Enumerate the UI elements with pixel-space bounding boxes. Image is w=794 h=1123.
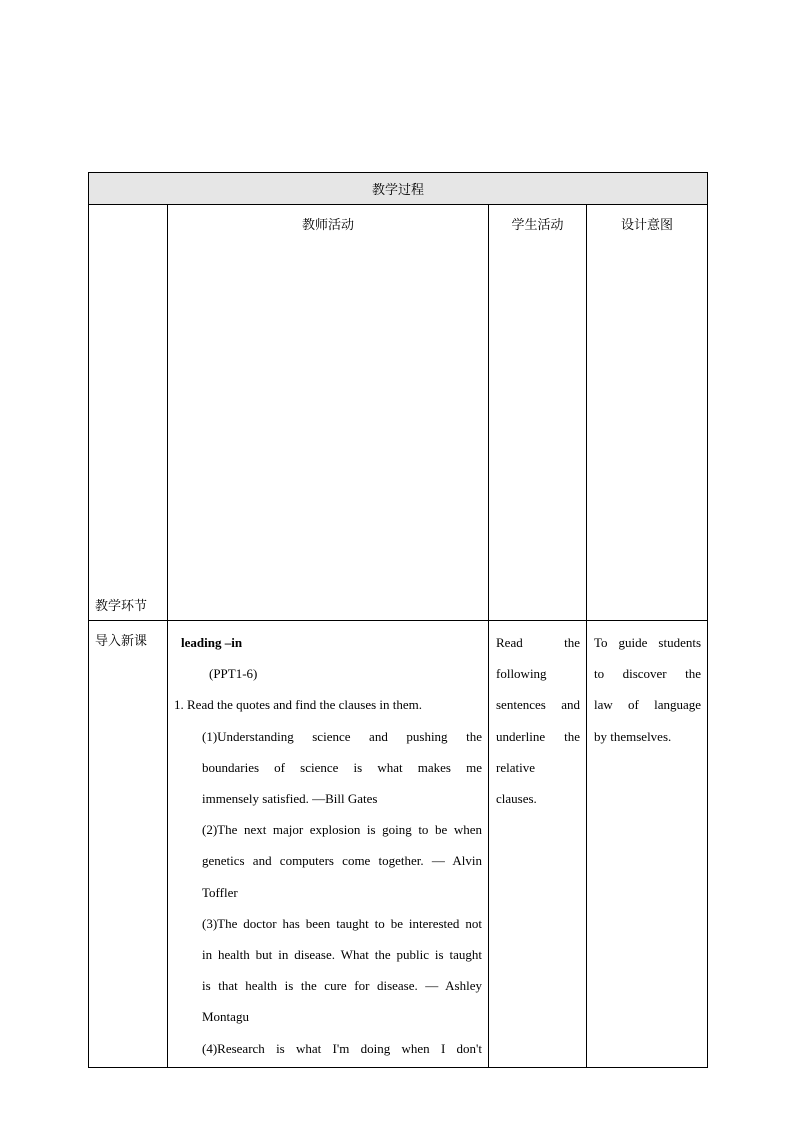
- quote-line: (1)Understanding science and pushing the: [202, 728, 482, 744]
- stage-column-header: [89, 205, 168, 621]
- student-column-header: 学生活动: [489, 205, 587, 621]
- student-line: relative: [496, 759, 535, 775]
- table-title: 教学过程: [89, 173, 708, 205]
- section-heading: leading –in: [181, 635, 243, 650]
- quote-line: (2)The next major explosion is going to be when: [202, 822, 482, 838]
- design-intent-cell: [587, 621, 708, 1068]
- design-line: law of language: [594, 697, 702, 713]
- student-line: underline the: [496, 728, 580, 744]
- design-line: to discover the: [594, 666, 702, 682]
- stage-column-label: 教学环节: [95, 599, 148, 614]
- quote-line: (3)The doctor has been taught to be interested not: [202, 915, 482, 931]
- student-activity-cell: [489, 621, 587, 1068]
- quote-line: genetics and computers come together. — Alvin: [202, 853, 482, 869]
- design-line: To guide students: [594, 635, 702, 650]
- quote-line: (4)Research is what I'm doing when I don't: [202, 1040, 482, 1056]
- task-instruction: 1. Read the quotes and find the clauses in them.: [174, 697, 423, 713]
- quote-line: Montagu: [202, 1009, 249, 1025]
- ppt-reference: (PPT1-6): [209, 666, 258, 682]
- stage-cell: 导入新课: [89, 621, 168, 1068]
- student-line: clauses.: [496, 791, 537, 807]
- quote-line: boundaries of science is what makes me: [202, 759, 482, 775]
- quote-line: Toffler: [202, 884, 238, 900]
- quote-line: in health but in disease. What the public is taught: [202, 947, 482, 963]
- design-column-header: 设计意图: [587, 205, 708, 621]
- quote-line: is that health is the cure for disease. — Ashley: [202, 978, 482, 994]
- student-line: Read the: [496, 635, 580, 650]
- design-line: by themselves.: [594, 728, 672, 744]
- teacher-column-header: 教师活动: [168, 205, 489, 621]
- student-line: sentences and: [496, 697, 580, 713]
- teaching-process-table: [88, 172, 708, 1068]
- quote-line: immensely satisfied. —Bill Gates: [202, 791, 378, 807]
- teacher-activity-cell: [168, 621, 489, 1068]
- student-line: following: [496, 666, 547, 682]
